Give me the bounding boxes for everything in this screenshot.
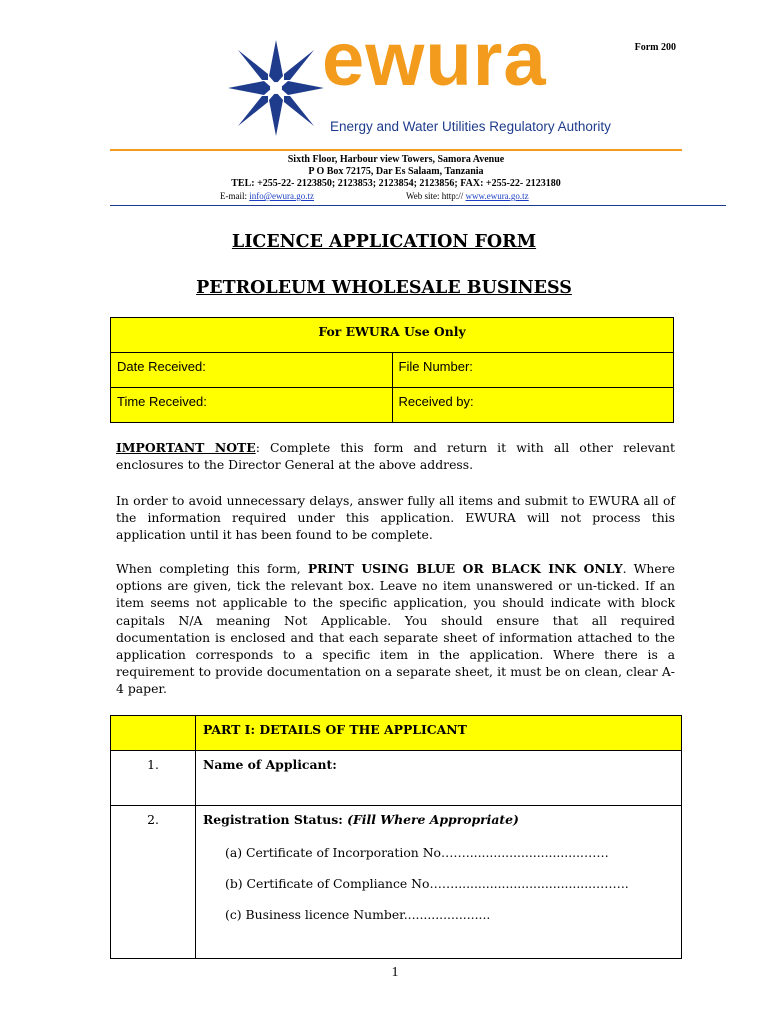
- header-rule-orange: [110, 149, 682, 151]
- name-of-applicant-field[interactable]: Name of Applicant:: [196, 751, 682, 806]
- website-label: Web site: http://: [406, 191, 466, 201]
- ewura-logo: [226, 17, 616, 142]
- registration-status-label: Registration Status:: [203, 812, 348, 827]
- item2-number: 2.: [111, 806, 196, 959]
- address-line-3: TEL: +255-22- 2123850; 2123853; 2123854; 2123856; FAX: +255-22- 2123180: [231, 178, 561, 189]
- date-received-field[interactable]: Date Received:: [111, 353, 393, 388]
- important-note-label: IMPORTANT NOTE: [116, 440, 256, 455]
- header-rule-blue: [110, 205, 726, 206]
- certificate-of-incorporation-field[interactable]: (a) Certificate of Incorporation No……..............................……: [225, 845, 609, 860]
- address-line-1: Sixth Floor, Harbour view Towers, Samora Avenue: [287, 154, 505, 165]
- instructions-paragraph-2: In order to avoid unnecessary delays, answer fully all items and submit to EWURA all of the information required under this application. EWURA will not process this application until it has been found to be complete.: [116, 493, 675, 543]
- time-received-field[interactable]: Time Received:: [111, 388, 393, 423]
- ewura-use-heading: For EWURA Use Only: [111, 318, 674, 353]
- ewura-star-icon: [226, 38, 326, 138]
- item1-number: 1.: [111, 751, 196, 806]
- part1-heading-spacer: [111, 716, 196, 751]
- form-number: Form 200: [634, 42, 676, 53]
- address-line-2: P O Box 72175, Dar Es Salaam, Tanzania: [308, 166, 484, 177]
- form-title: LICENCE APPLICATION FORM: [231, 232, 537, 252]
- email-link[interactable]: info@ewura.go.tz: [249, 191, 315, 201]
- business-licence-number-field[interactable]: (c) Business licence Number......................: [225, 907, 491, 922]
- part1-table: [110, 715, 682, 959]
- registration-status-section: [196, 806, 682, 959]
- ewura-use-table: [110, 317, 674, 423]
- registration-status-hint: (Fill Where Appropriate): [347, 812, 519, 827]
- certificate-of-compliance-field[interactable]: (b) Certificate of Compliance No……....................................……..: [225, 876, 629, 891]
- file-number-field[interactable]: File Number:: [392, 353, 674, 388]
- important-note-text: : Complete this form and return it with all other relevant enclosures to the Director General at the above address.: [116, 440, 675, 473]
- website-link[interactable]: www.ewura.go.tz: [465, 191, 529, 201]
- page-number: 1: [391, 965, 399, 980]
- logo-subtitle: Energy and Water Utilities Regulatory Authority: [330, 119, 611, 134]
- important-note: [116, 439, 675, 473]
- instructions-paragraph-3: [116, 560, 675, 698]
- part1-heading: PART I: DETAILS OF THE APPLICANT: [196, 716, 682, 751]
- received-by-field[interactable]: Received by:: [392, 388, 674, 423]
- form-subtitle: PETROLEUM WHOLESALE BUSINESS: [196, 278, 572, 298]
- para3-rest: . Where options are given, tick the relevant box. Leave no item unanswered or un-ticked. If an item seems not applicable to the specific application, you should indicate with block capitals N/A meaning Not Applicable. You should ensure that all required documentation is enclosed and that each separate sheet of information attached to the application corresponds to a specific item in the application. Where there is a requirement to provide documentation on a separate sheet, it must be on clean, clear A-4 paper.: [116, 561, 675, 697]
- para3-ink-instruction: PRINT USING BLUE OR BLACK INK ONLY: [307, 561, 623, 576]
- logo-wordmark: ewura: [322, 17, 547, 102]
- para3-start: When completing this form,: [116, 561, 308, 576]
- email-label: E-mail:: [220, 191, 250, 201]
